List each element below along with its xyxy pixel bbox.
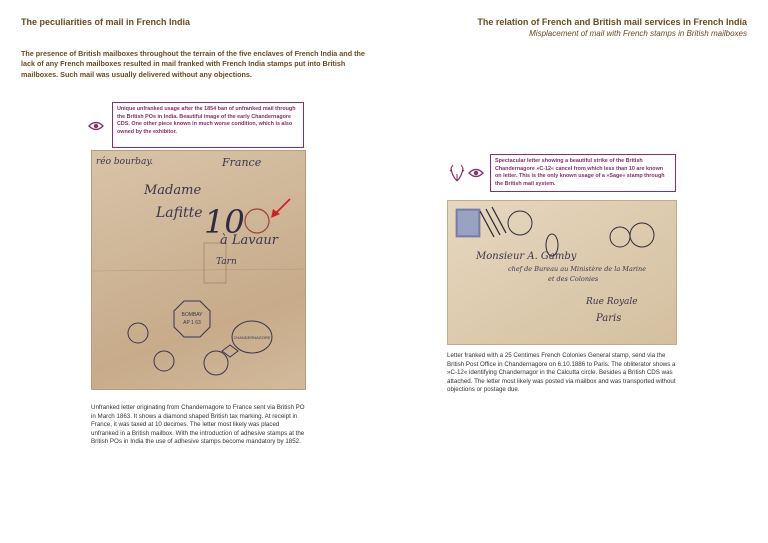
red-arrow-icon [271,199,290,218]
left-page-title: The peculiarities of mail in French India [21,17,191,27]
right-page-subtitle: Misplacement of mail with French stamps in British mailboxes [529,29,747,38]
callout-right: Spectacular letter showing a beautiful strike of the British Chandernagore »C-12« cancel from which less than 10 are known on letter. This is the only known usage of a »Sage« stamp through the British mail system. [490,154,676,192]
right-page-title: The relation of French and British mail services in French India [477,17,747,27]
pmk-chandernagore: CHANDERNAGORE [233,335,271,340]
cover-image-right [447,200,677,345]
cover-right-line4: Rue Royale [586,297,638,307]
eye-icon [468,168,484,178]
cover-right-line2: chef de Bureau au Ministère de la Marine [508,265,647,273]
svg-text:10: 10 [204,203,245,241]
cover-left-line2: France [222,156,262,169]
pmk-bombay: BOMBAY [181,312,203,318]
cover-image-left [91,150,306,390]
intro-paragraph: The presence of British mailboxes throughout the terrain of the five enclaves of French India and the lack of any French mailboxes resulted in mail franked with French India stamps put into British mailboxes. Such mail was usually delivered without any objections. [21,49,365,79]
pmk-date: AP 1 63 [183,320,201,326]
cover-left-line6: Tarn [216,257,237,267]
cover-right-line3: et des Colonies [548,275,599,283]
eye-icon [88,121,104,131]
cover-right-line5: Paris [596,313,622,324]
cover-left-line4: Lafitte [156,205,203,221]
cover-left-line1: réo bourbay. [96,157,154,167]
cover-left-line5: à Lavaur [220,233,278,248]
callout-left: Unique unfranked usage after the 1854 ban of unfranked mail through the British POs in India. Beautiful image of the early Chandernagore CDS. One other piece known in much worse condition, which is also owned by the exhibitor. [112,102,304,148]
cover-right-line1: Monsieur A. Gamby [476,251,577,262]
cover-left-line3: Madame [144,183,202,198]
caption-right: Letter franked with a 25 Centimes French Colonies General stamp, send via the British Post Office in Chandernagore on 6.10.1886 to Paris. The obliterator shows a »C-12« identifying Chandernagor in the Calcutta circle. Besides a British CDS was attached. The letter most likely was posted via mailbox and was transported without objections or postage due. [447,352,676,394]
laurel-icon [449,164,465,182]
caption-left: Unfranked letter originating from Chandernagore to France sent via British PO in March 1863. It shows a diamond shaped British tax marking. At receipt in France, it was taxed at 10 decimes. The letter most likely was placed unfranked in a British mailbox. With the introduction of adhesive stamps at the British POs in India the use of adhesive stamps become mandatory by 1852. [91,404,305,446]
